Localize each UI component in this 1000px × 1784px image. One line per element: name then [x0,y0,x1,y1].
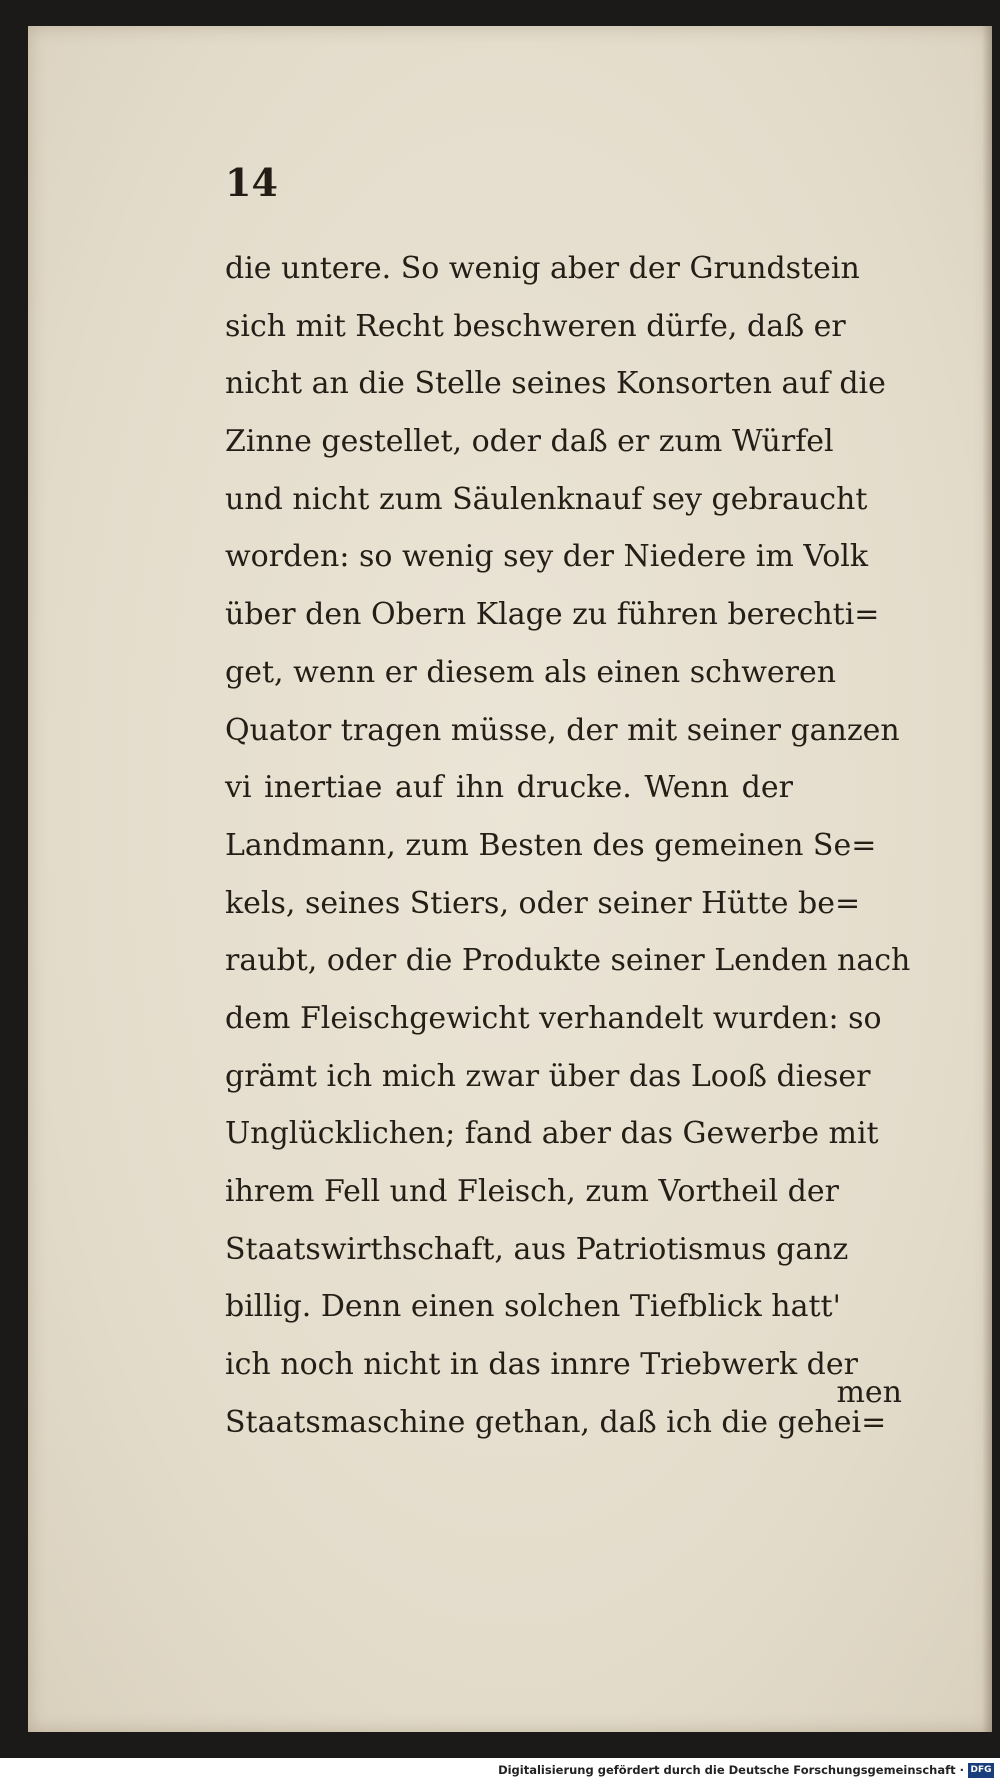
catchword: men [836,1375,902,1410]
text-line: raubt, oder die Produkte seiner Lenden nach [225,943,911,979]
page-number: 14 [225,160,278,205]
text-line: Staatsmaschine gethan, daß ich die gehei= [225,1404,887,1440]
text-line: Zinne gestellet, oder daß er zum Würfel [225,424,834,460]
text-line: über den Obern Klage zu führen berechti= [225,597,880,633]
text-line: ihrem Fell und Fleisch, zum Vortheil der [225,1174,839,1209]
text-line: get, wenn er diesem als einen schweren [225,654,837,690]
footer-credit: Digitalisierung gefördert durch die Deutsche Forschungsgemeinschaft · [498,1763,964,1777]
text-line: sich mit Recht beschweren dürfe, daß er [225,308,846,344]
text-line: Quator tragen müsse, der mit seiner ganzen [225,712,900,748]
text-line: vi inertiae auf ihn drucke. Wenn der [225,770,793,806]
text-line: grämt ich mich zwar über das Looß dieser [225,1058,871,1094]
text-line: ich noch nicht in das innre Triebwerk der [225,1347,858,1383]
page-edge-shadow [982,26,992,1732]
text-line: dem Fleischgewicht verhandelt wurden: so [225,1000,882,1036]
text-line: kels, seines Stiers, oder seiner Hütte be= [225,885,861,921]
text-line: Unglücklichen; fand aber das Gewerbe mit [225,1116,879,1152]
text-line: nicht an die Stelle seines Konsorten auf die [225,366,886,402]
digitization-footer [0,1758,1000,1784]
text-line: worden: so wenig sey der Niedere im Volk [225,539,869,575]
text-line: Landmann, zum Besten des gemeinen Se= [225,827,877,863]
text-line: und nicht zum Säulenknauf sey gebraucht [225,481,868,517]
text-line: billig. Denn einen solchen Tiefblick hatt' [225,1289,841,1325]
text-line: Staatswirthschaft, aus Patriotismus ganz [225,1231,849,1267]
dfg-logo-icon: DFG [968,1763,994,1778]
text-line: die untere. So wenig aber der Grundstein [225,251,860,286]
